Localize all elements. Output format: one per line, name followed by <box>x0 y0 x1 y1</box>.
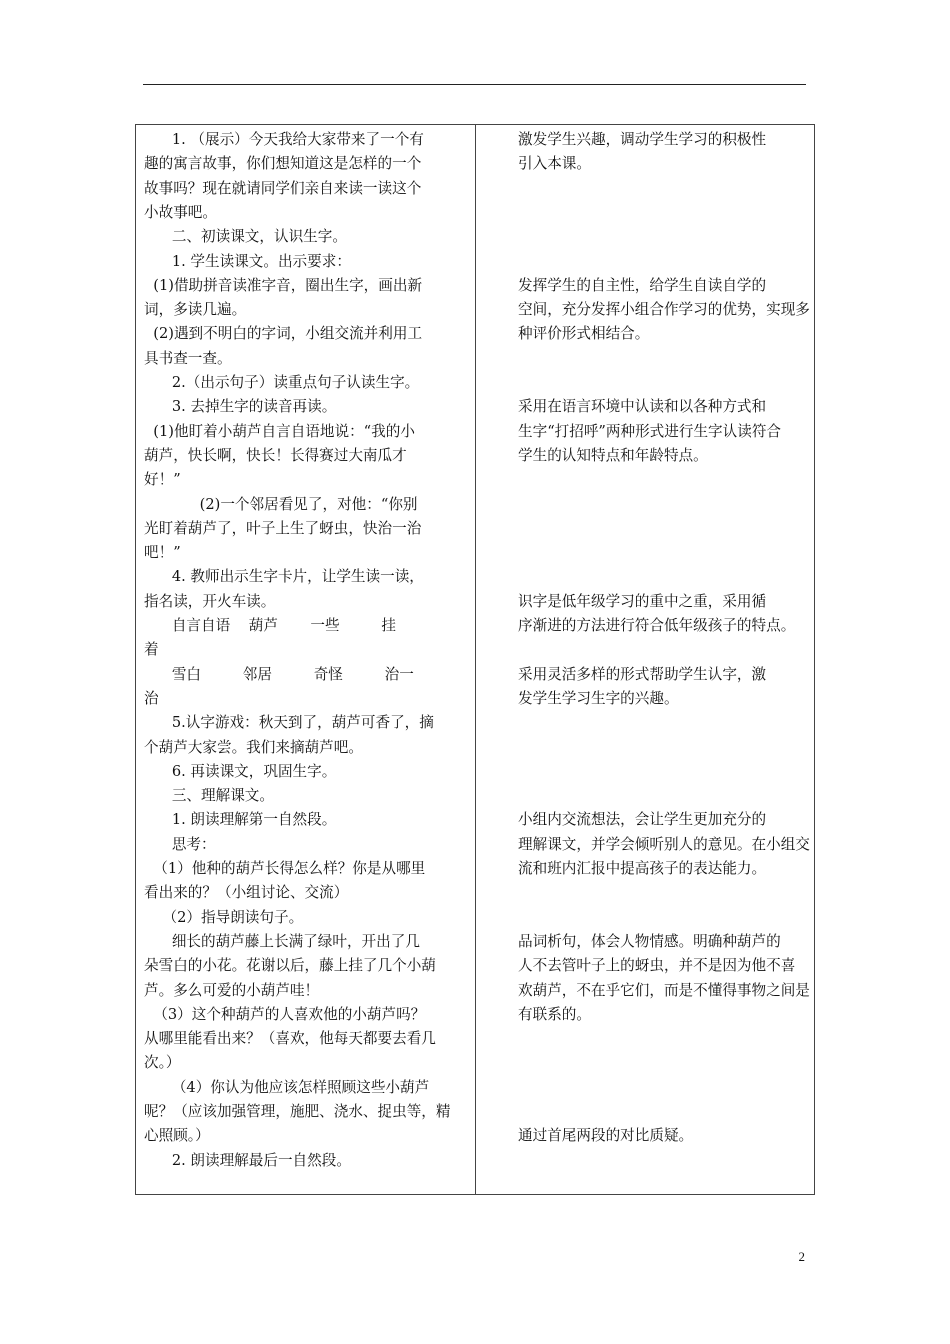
lesson-table <box>135 124 815 1195</box>
process-line: 具书查一查。 <box>144 349 232 367</box>
intent-line: 引入本课。 <box>518 155 591 173</box>
intent-line: 有联系的。 <box>518 1005 591 1023</box>
process-line: 2. 朗读理解最后一自然段。 <box>144 1151 351 1169</box>
process-line: （1）他种的葫芦长得怎么样？你是从哪里 <box>144 860 426 877</box>
process-line: 个葫芦大家尝。我们来摘葫芦吧。 <box>144 738 363 756</box>
intent-line: 通过首尾两段的对比质疑。 <box>518 1127 694 1145</box>
process-line: 好！” <box>144 471 181 489</box>
process-line: 朵雪白的小花。花谢以后，藤上挂了几个小葫 <box>144 957 436 975</box>
process-line: 雪白 邻居 奇怪 治一 <box>144 665 414 683</box>
intent-line: 识字是低年级学习的重中之重，采用循 <box>518 592 767 610</box>
intent-line: 发挥学生的自主性，给学生自读自学的 <box>518 276 767 294</box>
process-line: （4）你认为他应该怎样照顾这些小葫芦 <box>144 1078 430 1096</box>
intent-line: 序渐进的方法进行符合低年级孩子的特点。 <box>518 617 796 634</box>
process-line: （3）这个种葫芦的人喜欢他的小葫芦吗？ <box>144 1005 426 1023</box>
process-line: 3. 去掉生字的读音再读。 <box>144 398 337 416</box>
process-line: 趣的寓言故事，你们想知道这是怎样的一个 <box>144 155 422 173</box>
process-line: 5.认字游戏：秋天到了，葫芦可香了，摘 <box>144 714 434 732</box>
intent-line: 激发学生兴趣，调动学生学习的积极性 <box>518 131 767 148</box>
process-line: 看出来的？（小组讨论、交流） <box>144 884 349 902</box>
intent-line: 品词析句，体会人物情感。明确种葫芦的 <box>518 932 781 950</box>
intent-line: 理解课文，并学会倾听别人的意见。在小组交 <box>518 835 810 853</box>
process-line: (1)他盯着小葫芦自言自语地说：“我的小 <box>144 422 415 440</box>
process-line: 芦。多么可爱的小葫芦哇！ <box>144 981 320 999</box>
process-line: 次。） <box>144 1054 181 1072</box>
process-line: 4. 教师出示生字卡片，让学生读一读， <box>144 568 424 586</box>
process-line: (2)一个邻居看见了，对他：“你别 <box>144 495 418 513</box>
process-line: 葫芦，快长啊，快长！长得赛过大南瓜才 <box>144 446 407 464</box>
process-line: 吧！” <box>144 544 181 562</box>
process-line: （2）指导朗读句子。 <box>144 908 304 926</box>
page-number: 2 <box>798 1249 805 1264</box>
intent-line: 种评价形式相结合。 <box>518 325 650 343</box>
column-divider <box>475 125 476 1194</box>
intent-line: 欢葫芦，不在乎它们，而是不懂得事物之间是 <box>518 981 810 999</box>
process-line: 光盯着葫芦了，叶子上生了蚜虫，快治一治 <box>144 519 422 537</box>
header-rule <box>143 84 806 85</box>
process-line: 1. 朗读理解第一自然段。 <box>144 811 337 829</box>
process-line: 二、初读课文，认识生字。 <box>144 228 347 246</box>
process-line: 1. （展示）今天我给大家带来了一个有 <box>144 131 424 148</box>
process-line: 治 <box>144 689 159 707</box>
intent-line: 学生的认知特点和年龄特点。 <box>518 446 708 464</box>
process-line: 呢？（应该加强管理，施肥、浇水、捉虫等，精 <box>144 1103 451 1120</box>
intent-line: 空间，充分发挥小组合作学习的优势，实现多 <box>518 301 810 319</box>
intent-line: 小组内交流想法，会让学生更加充分的 <box>518 811 767 829</box>
process-line: 2.（出示句子）读重点句子认读生字。 <box>144 374 420 391</box>
process-line: 1. 学生读课文。出示要求： <box>144 252 351 270</box>
intent-line: 流和班内汇报中提高孩子的表达能力。 <box>518 860 767 877</box>
process-line: (1)借助拼音读准字音，圈出生字，画出新 <box>144 276 423 294</box>
process-line: 细长的葫芦藤上长满了绿叶，开出了几 <box>144 932 420 950</box>
process-line: 6. 再读课文，巩固生字。 <box>144 762 337 780</box>
process-line: 故事吗？现在就请同学们亲自来读一读这个 <box>144 179 422 197</box>
process-line: 思考： <box>144 835 216 853</box>
intent-line: 采用在语言环境中认读和以各种方式和 <box>518 398 767 416</box>
intent-line: 采用灵活多样的形式帮助学生认字，激 <box>518 665 767 683</box>
process-line: 词，多读几遍。 <box>144 301 247 319</box>
process-line: 小故事吧。 <box>144 203 217 221</box>
process-line: 心照顾。） <box>144 1127 210 1145</box>
intent-line: 发学生学习生字的兴趣。 <box>518 689 679 707</box>
process-line: 三、理解课文。 <box>144 787 274 805</box>
process-line: 指名读，开火车读。 <box>144 592 276 610</box>
process-line: (2)遇到不明白的字词，小组交流并利用工 <box>144 325 423 343</box>
process-line: 从哪里能看出来？（喜欢，他每天都要去看几 <box>144 1030 436 1048</box>
process-line: 着 <box>144 641 159 659</box>
intent-line: 人不去管叶子上的蚜虫，并不是因为他不喜 <box>518 957 796 975</box>
intent-line: 生字“打招呼”两种形式进行生字认读符合 <box>518 422 782 440</box>
process-line: 自言自语 葫芦 一些 挂 <box>144 617 396 634</box>
